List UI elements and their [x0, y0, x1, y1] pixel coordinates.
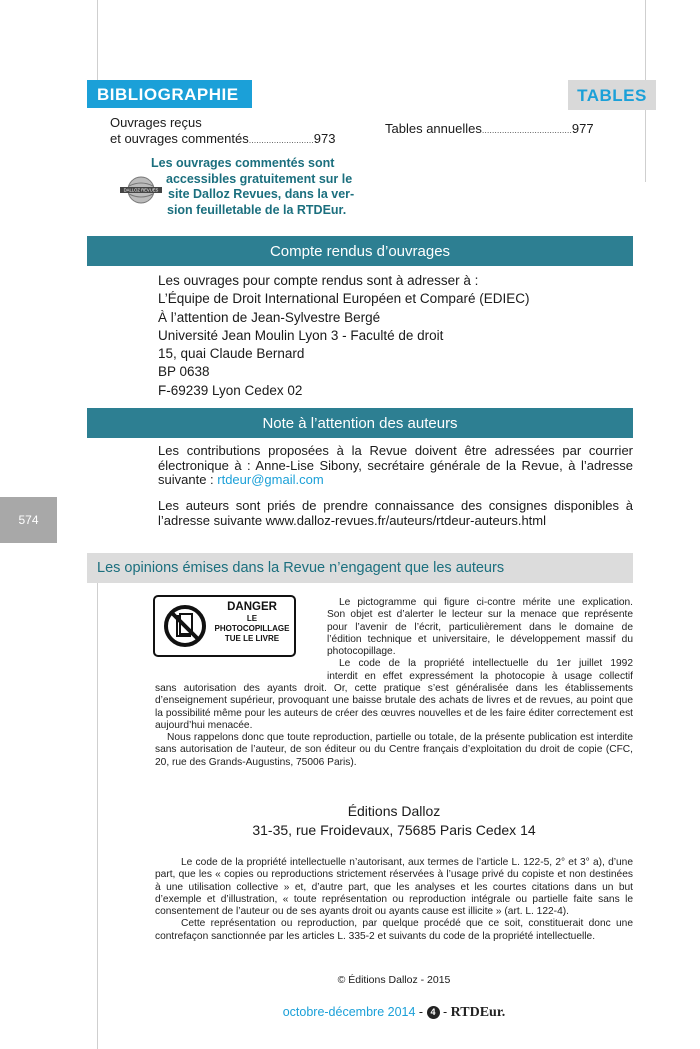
email-link[interactable]: rtdeur@gmail.com: [217, 472, 324, 487]
left-margin-line-lower: [97, 583, 98, 1049]
issue-number-badge: 4: [427, 1006, 440, 1019]
toc-ouvrages-page: 973: [313, 131, 336, 146]
notice-line3: site Dalloz Revues, dans la ver-: [168, 187, 355, 201]
toc-ouvrages-dots: ..........................: [248, 135, 314, 145]
danger-line3: TUE LE LIVRE: [224, 634, 280, 643]
toc-ouvrages-line1: Ouvrages reçus: [110, 115, 202, 130]
footer-date: octobre-décembre 2014: [282, 1005, 416, 1019]
footer-sep: -: [439, 1005, 451, 1019]
address-line: BP 0638: [158, 364, 210, 380]
page-number: 574: [0, 497, 57, 543]
pictogram-explanation-cont: [155, 683, 633, 769]
bibliographie-tab: BIBLIOGRAPHIE: [87, 80, 252, 108]
danger-line1: LE: [246, 614, 258, 623]
pictogram-explanation: [327, 597, 633, 683]
notice-line4: sion feuilletable de la RTDEur.: [167, 202, 347, 217]
footer-journal: RTDEur.: [450, 1005, 506, 1020]
publisher-block: [155, 802, 633, 840]
notice-line2: accessibles gratuitement sur le: [166, 171, 353, 186]
pictogram-p2: Nous rappelons donc que toute reproduction, partielle ou totale, de la présente publication est interdite sans autorisation de l’auteur, de son éditeur ou du Centre français d’exploitation du droit de copie (CFC, 20, rue des Grands-Augustins, 75006 Paris).: [155, 732, 633, 768]
tables-tab: TABLES: [568, 80, 656, 110]
pictogram-rest: sans autorisation des ayants droit. Or, cette pratique s’est généralisée dans les établissements d’enseignement supérieur, provoquant une baisse brutale des achats de livres et de revues, au point que la possibilité même pour les auteurs de créer des œuvres nouvelles et de les faire éditer correctement est aujourd’hui menacée.: [155, 683, 633, 731]
danger-line2: PHOTOCOPILLAGE: [214, 624, 290, 633]
address-line: Les ouvrages pour compte rendus sont à adresser à :: [158, 273, 479, 288]
copyright: © Éditions Dalloz - 2015: [337, 974, 451, 986]
legal-p1: Le code de la propriété intellectuelle n’autorisant, aux termes de l’article L. 122-5, 2° et 3° a), d’une part, que les « copies ou reproductions strictement réservées à l’usage privé du copiste et non destinées à une utilisation collective » et, d’autre part, que les analyses et les courtes citations dans un but d’exemple et d’illustration, « toute représentation ou reproduction intégrale ou partielle faite sans le consentement de l’auteur ou de ses ayants droit ou ayants cause est illicite » (art. L. 122-4).: [155, 857, 633, 918]
pictogram-line: interdit en effet expressément la photocopie à usage collectif: [327, 670, 633, 682]
section-note-auteurs-title: Note à l’attention des auteurs: [87, 408, 633, 438]
publisher-name: Éditions Dalloz: [347, 803, 441, 819]
pictogram-line: photocopillage.: [327, 646, 396, 658]
notice-line1: Les ouvrages commentés sont: [151, 156, 335, 170]
address-line: Université Jean Moulin Lyon 3 - Faculté de droit: [158, 327, 444, 343]
danger-pictogram: [153, 595, 296, 657]
publisher-address: 31-35, rue Froidevaux, 75685 Paris Cedex 14: [252, 822, 536, 838]
footer-sep: -: [415, 1005, 427, 1019]
toc-tables-label: Tables annuelles: [385, 121, 482, 136]
address-line: F-69239 Lyon Cedex 02: [158, 382, 303, 398]
online-notice: [148, 156, 363, 218]
address-line: À l’attention de Jean-Sylvestre Bergé: [158, 309, 381, 325]
footer: [155, 1005, 633, 1021]
section-compte-rendus-title: Compte rendus d’ouvrages: [87, 236, 633, 266]
left-margin-line: [97, 0, 98, 80]
pictogram-line: Le pictogramme qui figure ci-contre mérite une explication.: [339, 597, 633, 608]
legal-text: [155, 857, 633, 943]
address-line: L’Équipe de Droit International Européen et Comparé (EDIEC): [158, 291, 530, 307]
toc-tables: [385, 121, 635, 138]
pictogram-line: Le code de la propriété intellectuelle du 1er juillet 1992: [339, 658, 633, 670]
address-block: [158, 272, 628, 400]
logo-text: DALLOZ REVUES: [123, 187, 159, 193]
contributions-text: Les contributions proposées à la Revue doivent être adressées par courrier électronique à : Anne-Lise Sibony, secrétaire générale de la Revue, à l’adresse suivante :: [158, 443, 633, 487]
pictogram-line: pour l’avenir de l’écrit, particulièrement dans le domaine de: [327, 621, 633, 633]
no-photocopy-icon: [163, 603, 207, 649]
toc-ouvrages: [110, 115, 360, 148]
address-line: 15, quai Claude Bernard: [158, 346, 305, 362]
pictogram-line: l’édition technique et universitaire, le développement massif du: [327, 633, 633, 645]
pictogram-line: Son objet est d’alerter le lecteur sur la menace que représente: [327, 609, 633, 621]
consignes-paragraph: Les auteurs sont priés de prendre connaissance des consignes disponibles à l’adresse suivante www.dalloz-revues.fr/auteurs/rtdeur-auteurs.html: [158, 498, 633, 528]
contributions-paragraph: [158, 444, 633, 488]
toc-tables-dots: ....................................: [481, 125, 572, 135]
legal-p2: Cette représentation ou reproduction, par quelque procédé que ce soit, constituerait donc une contrefaçon sanctionnée par les articles L. 335-2 et suivants du code de la propriété intellectuelle.: [155, 918, 633, 942]
toc-ouvrages-line2: et ouvrages commentés: [110, 131, 249, 146]
danger-title: DANGER: [227, 601, 277, 613]
opinion-disclaimer: Les opinions émises dans la Revue n’engagent que les auteurs: [87, 553, 633, 583]
toc-tables-page: 977: [571, 121, 594, 136]
